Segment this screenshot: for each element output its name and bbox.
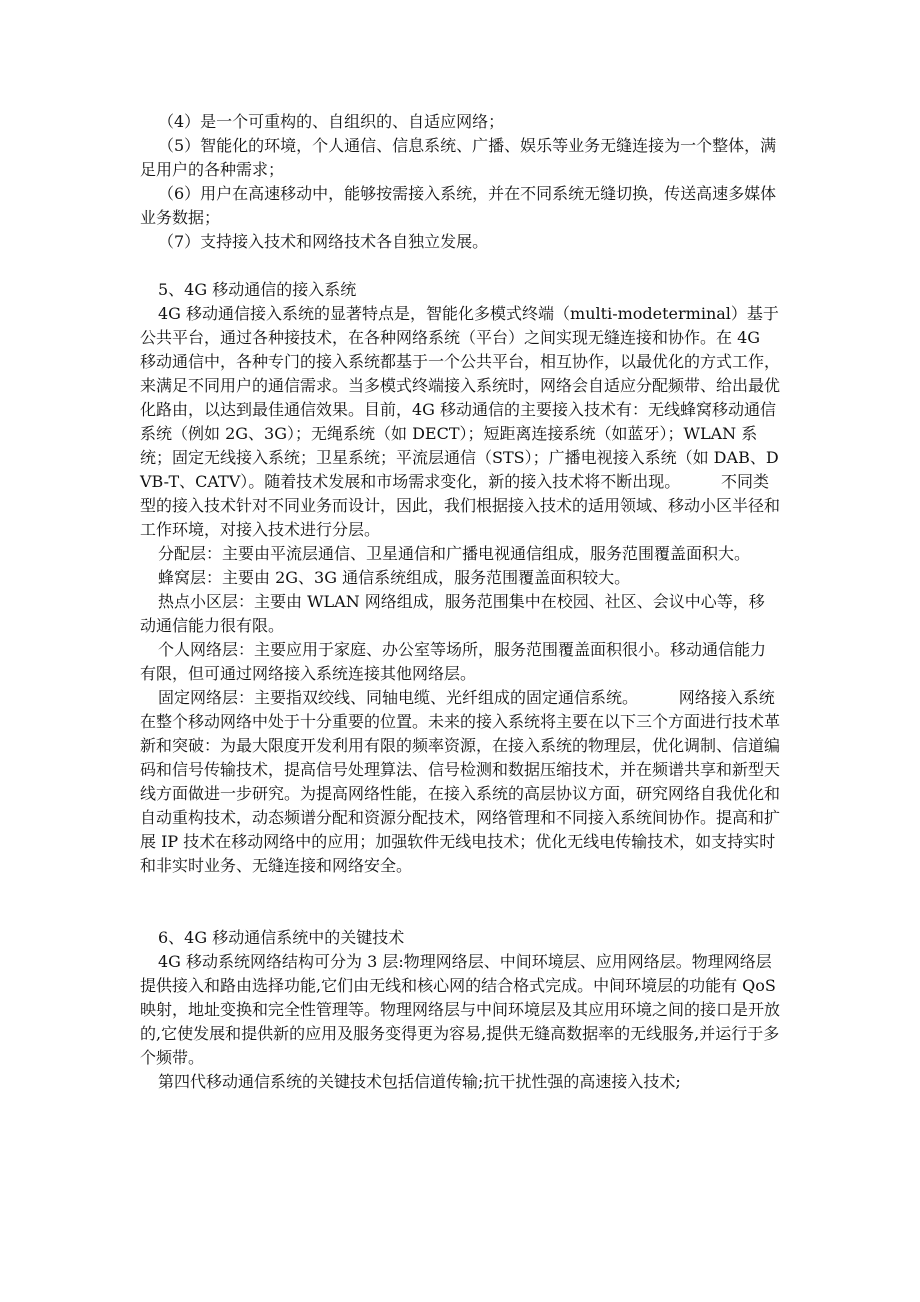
section-5-heading: 5、4G 移动通信的接入系统 (158, 280, 357, 299)
section-5-paragraph-fixed-layer: 固定网络层：主要指双绞线、同轴电缆、光纤组成的固定通信系统。 网络接入系统在整个移动网络中处于十分重要的位置。未来的接入系统将主要在以下三个方面进行技术革新和突破：为最大限度开发利用有限的频率资源，在接入系统的物理层，优化调制、信道编码和信号传输技术，提高信号处理算法、信号检测和数据压缩技术，并在频谱共享和新型天线方面做进一步研究。为提高网络性能，在接入系统的高层协议方面，研究网络自我优化和自动重构技术，动态频谱分配和资源分配技术，网络管理和不同接入系统间协作。提高和扩展 IP 技术在移动网络中的应用；加强软件无线电技术；优化无线电传输技术，如支持实时和非实时业务、无缝连接和网络安全。 (140, 688, 781, 875)
list-item-4: （4）是一个可重构的、自组织的、自适应网络； (158, 112, 505, 131)
section-6-paragraph-architecture: 4G 移动系统网络结构可分为 3 层:物理网络层、中间环境层、应用网络层。物理网络层提供接入和路由选择功能,它们由无线和核心网的结合格式完成。中间环境层的功能有 QoS 映射，地址变换和完全性管理等。物理网络层与中间环境层及其应用环境之间的接口是开放的,它使发展和提供新的应用及服务变得更为容易,提供无缝高数据率的无线服务,并运行于多个频带。 (140, 952, 781, 1067)
section-5-paragraph-personal-layer: 个人网络层：主要应用于家庭、办公室等场所，服务范围覆盖面积很小。移动通信能力有限，但可通过网络接入系统连接其他网络层。 (140, 640, 767, 683)
section-6-paragraph-key-tech: 第四代移动通信系统的关键技术包括信道传输;抗干扰性强的高速接入技术; (158, 1072, 681, 1091)
spacer (140, 254, 780, 278)
section-5-paragraph-intro: 4G 移动通信接入系统的显著特点是，智能化多模式终端（multi-modeterminal）基于公共平台，通过各种接技术，在各种网络系统（平台）之间实现无缝连接和协作。在 4G 移动通信中，各种专门的接入系统都基于一个公共平台，相互协作，以最优化的方式工作，来满足不同用户的通信需求。当多模式终端接入系统时，网络会自适应分配频带、给出最优化路由，以达到最佳通信效果。目前，4G 移动通信的主要接入技术有：无线蜂窝移动通信系统（例如 2G、3G）；无绳系统（如 DECT）；短距离连接系统（如蓝牙）；WLAN 系统；固定无线接入系统；卫星系统；平流层通信（STS）；广播电视接入系统（如 DAB、DVB-T、CATV）。随着技术发展和市场需求变化，新的接入技术将不断出现。 不同类型的接入技术针对不同业务而设计，因此，我们根据接入技术的适用领域、移动小区半径和工作环境，对接入技术进行分层。 (140, 304, 781, 539)
section-5-paragraph-cellular-layer: 蜂窝层：主要由 2G、3G 通信系统组成，服务范围覆盖面积较大。 (158, 568, 631, 587)
section-5-paragraph-hotspot-layer: 热点小区层：主要由 WLAN 网络组成，服务范围集中在校园、社区、会议中心等，移动通信能力很有限。 (140, 592, 765, 635)
section-6-heading: 6、4G 移动通信系统中的关键技术 (158, 928, 405, 947)
list-item-5: （5）智能化的环境，个人通信、信息系统、广播、娱乐等业务无缝连接为一个整体，满足用户的各种需求； (140, 136, 777, 179)
section-5-paragraph-distribution-layer: 分配层：主要由平流层通信、卫星通信和广播电视通信组成，服务范围覆盖面积大。 (158, 544, 751, 563)
spacer (140, 878, 780, 926)
list-item-7: （7）支持接入技术和网络技术各自独立发展。 (158, 232, 489, 251)
list-item-6: （6）用户在高速移动中，能够按需接入系统，并在不同系统无缝切换，传送高速多媒体业务数据； (140, 184, 777, 227)
document-page (140, 110, 780, 1094)
